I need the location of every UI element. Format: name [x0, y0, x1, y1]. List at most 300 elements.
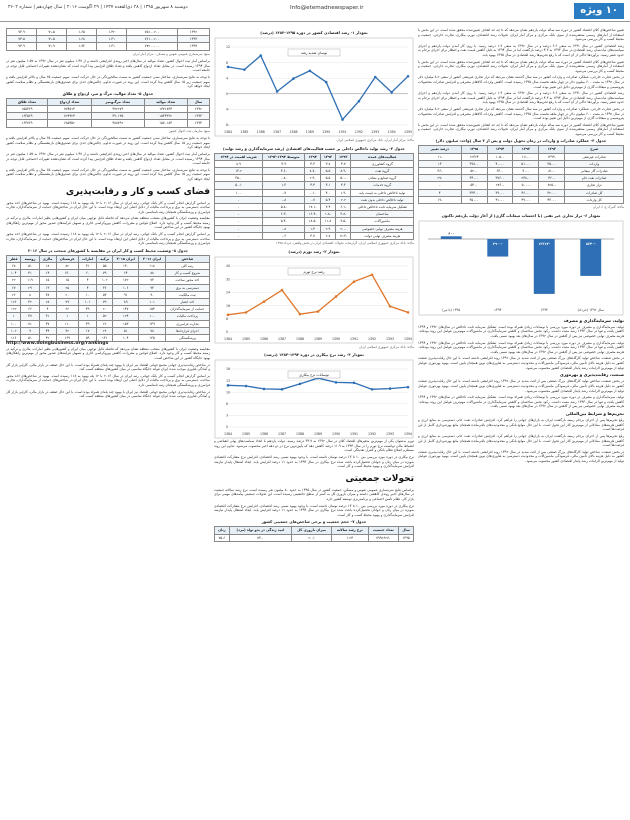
table-cell: کل صادرات: [565, 189, 624, 196]
date-line: دوشنبه ۸ شهریور ۱۳۹۵ | ۲۸ ذی‌القعده ۱۴۳۷ | ۲۹ اگوست ۲۰۱۶ | سال چهاردهم | شماره ۳۶۰۲: [8, 5, 188, 10]
table-cell: -۳.۸: [336, 211, 351, 218]
table-cell: ۲.۲: [336, 196, 351, 203]
table-cell: ۴: [419, 189, 462, 196]
table-cell: ۱.۳۱: [97, 36, 127, 43]
section-title: ویژه: [580, 5, 603, 16]
table-cell: پرداخت مالیات: [165, 313, 209, 320]
table-cell: ۴۷: [21, 313, 39, 320]
table-cell: ۳.۴: [320, 204, 335, 211]
table-cell: گروه صنایع و معادن: [351, 175, 414, 182]
table-row: [215, 225, 414, 232]
population-table: [214, 526, 414, 541]
table-cell: ۷۴.۹: [7, 43, 37, 50]
table-row: [215, 534, 414, 541]
x-tick-label: 1388: [295, 336, 305, 341]
population-indicators-table: [6, 28, 210, 51]
table-cell: ۵۱: [21, 263, 39, 270]
table-cell: -: [215, 218, 263, 225]
table-cell: ۲۹: [21, 284, 39, 291]
table-cell: -۲.۰: [336, 225, 351, 232]
table-header-cell: میزان باروری کل: [292, 527, 332, 534]
table-header-cell: قطر: [7, 255, 21, 262]
chart1-source: مأخذ: مرکز آمار ایران، بانک مرکزی جمهوری اسلامی ایران: [336, 138, 414, 142]
article-paragraph: تعیین شاخص‌های کلان اقتصاد کشور در دوره سه ساله دولت یازدهم نشان می‌دهد که تا چه حد اهداف تعیین‌شده محقق شده است. در این بخش با استفاده از آمارهای رسمی منتشرشده از سوی بانک مرکزی و مرکز آمار ایران، تحولات رشد اقتصادی، تورم، بیکاری، تجارت خارجی، جمعیت و محیط کسب و کار بررسی می‌شود.: [418, 59, 624, 73]
table-cell: ۱۴۷: [113, 306, 139, 313]
table-cell: ۹۱: [113, 291, 139, 298]
chart2-container: [214, 256, 414, 344]
table-cell: تجارت فرامرزی: [165, 320, 209, 327]
x-tick-label: 1392: [367, 432, 377, 437]
table-row: [215, 211, 414, 218]
table-cell: ۴.۳: [305, 160, 320, 167]
y-tick-label: 0: [226, 329, 229, 334]
table-cell: -۲۷۶۰: [487, 182, 513, 189]
table-cell: ۱۵: [56, 277, 78, 284]
table-header-cell: تعداد مرگ‌ومیر: [92, 98, 145, 105]
data-point: [281, 388, 284, 391]
table-row: [215, 189, 414, 196]
business-heading: فضای کسب و کار و رقابت‌پذیری: [65, 186, 210, 197]
table-row: [7, 277, 210, 284]
data-point: [335, 381, 338, 384]
y-tick-label: 6: [226, 402, 229, 407]
bar-value-label: ۶۰۰: [448, 230, 455, 235]
table-cell: -۸.۷: [305, 168, 320, 175]
table-cell: ۱.۶۵: [67, 29, 97, 36]
table-cell: ۲.۰۱: [292, 534, 332, 541]
article-paragraph: مقایسه وضعیت ایران با کشورهای منتخب منطقه نشان می‌دهد که فاصله قابل توجهی میان ایران و کشورهایی نظیر امارات، مالزی و ترکیه در زمینه محیط کسب و کار وجود دارد. اصلاح قوانین و مقررات، کاهش بوروکراسی اداری و تسهیل فرآیندهای صدور مجوز از مهم‌ترین راهکارهای بهبود جایگاه کشور در این شاخص است.: [6, 346, 210, 361]
table-cell: ۱۰۰: [215, 189, 263, 196]
table-cell: ۳۳۴۰۰: [461, 189, 487, 196]
page-header: [0, 0, 630, 22]
chart2-legend: رشد نرخ تورم: [303, 269, 325, 274]
table-header-cell: ۱۳۹۳: [513, 146, 539, 153]
table-cell: -۸۲۵۰: [539, 182, 565, 189]
table-cell: ۸۹: [113, 299, 139, 306]
article-paragraph: تعیین شاخص‌های کلان اقتصاد کشور در دوره سه ساله دولت یازدهم نشان می‌دهد که تا چه حد اهداف تعیین‌شده محقق شده است. در این بخش با استفاده از آمارهای رسمی منتشرشده از سوی بانک مرکزی و مرکز آمار ایران، تحولات رشد اقتصادی، تورم، بیکاری، تجارت خارجی، جمعیت و محیط کسب و کار بررسی می‌شود.: [418, 28, 624, 42]
table-cell: ۱.۴۲: [97, 29, 127, 36]
table-row: [215, 175, 414, 182]
table-cell: -۹.۵: [336, 218, 351, 225]
y-tick-label: 8: [226, 60, 229, 65]
doingbusiness-link[interactable]: http://www.doingbusiness.org/rankings: [6, 341, 109, 347]
article-paragraph: براساس نتایج سرشماری عمومی نفوس و مسکن، جمعیت کشور در سال ۱۳۹۵ به حدود ۸۰ میلیون نفر رسیده است. نرخ رشد سالانه جمعیت در سال‌های اخیر روندی کاهشی داشته و میزان باروری کل به کمتر از سطح جانشینی رسیده است. این تحولات جمعیتی پیامدهای مهمی برای بازار کار، نظام تأمین اجتماعی و برنامه‌ریزی توسعه کشور دارد.: [214, 487, 414, 501]
table-header-cell: امید زندگی در بدو تولد (مرد): [229, 527, 291, 534]
y-tick-label: -8: [226, 123, 230, 128]
table-header-cell: تعداد ازدواج: [47, 98, 91, 105]
table-row: [7, 320, 210, 327]
article-paragraph: بر اساس گزارش انجام کسب و کار بانک جهانی، رتبه ایران در سال ۲۰۱۶ با ۱۲ پله بهبود به ۱۱۸ رسیده است. بهبود در شاخص‌های اخذ مجوز ساخت، دسترسی به برق و پرداخت مالیات از دلایل اصلی این ارتقاء بوده است. با این حال ایران در شاخص‌های حمایت از سرمایه‌گذاران، تجارت فرامرزی و ورشکستگی همچنان رتبه نامناسبی دارد.: [6, 232, 210, 246]
data-point: [292, 77, 295, 80]
table-cell: ۴۱: [21, 270, 39, 277]
table-cell: ۵۴۰۰: [461, 182, 487, 189]
table-cell: ۳۹۰۱۳۵: [92, 113, 145, 120]
table-row: [215, 160, 414, 167]
table-cell: ۷۸: [139, 327, 165, 334]
table-cell: ۴۹: [79, 320, 97, 327]
chart3-container: [214, 359, 414, 439]
website-email[interactable]: Info@etemadnewspaper.ir: [290, 5, 364, 11]
table-cell: ۱۰۱: [139, 299, 165, 306]
data-point: [325, 81, 328, 84]
chart3-title: نمودار ۳- رشد نرخ بیکاری در دوره ۱۳۹۴-۱۳۸۴ (درصد): [264, 352, 364, 358]
x-tick-label: 1391: [349, 336, 359, 341]
data-point: [259, 54, 262, 57]
table-cell: ۱۱.۸: [320, 218, 335, 225]
table-cell: ۱۲۳۶۴: [461, 153, 487, 160]
table-cell: -۱۱: [419, 153, 462, 160]
article-paragraph: بر اساس گزارش انجام کسب و کار بانک جهانی، رتبه ایران در سال ۲۰۱۶ با ۱۲ پله بهبود به ۱۱۸ رسیده است. بهبود در شاخص‌های اخذ مجوز ساخت، دسترسی به برق و پرداخت مالیات از دلایل اصلی این ارتقاء بوده است. با این حال ایران در شاخص‌های حمایت از سرمایه‌گذاران، تجارت فرامرزی و ورشکستگی همچنان رتبه نامناسبی دارد.: [6, 200, 210, 214]
table-cell: ۶۴: [113, 270, 139, 277]
table5-caption: جدول ۵- تعداد موالید، مرگ و میر، ازدواج و طلاق: [62, 90, 154, 96]
table-row: [215, 196, 414, 203]
chart6-caption: نمودار ۶- تراز تجاری غیر نفتی (با احتساب میعانات گازی) از آغاز دولت یازدهم تاکنون: [441, 212, 601, 218]
y-tick-label: 0: [226, 425, 229, 430]
article-paragraph: در بخش تجارت خارجی، عملکرد صادرات و واردات کشور در سه سال گذشته نشان می‌دهد که تراز تجاری غیرنفتی کشور از منفی ۸.۲ میلیارد دلار در سال ۱۳۹۲ به مثبت ۶۰۰ میلیون دلار در چهار ماهه نخست سال ۱۳۹۵ رسیده است. کاهش واردات کالاهای مصرفی و افزایش صادرات محصولات پتروشیمی و میعانات گازی از مهم‌ترین دلایل این تغییر بوده است.: [418, 106, 624, 121]
table-cell: واردات: [565, 160, 624, 167]
x-tick-label: 1386: [259, 432, 269, 437]
table-row: [215, 232, 414, 239]
table-cell: -۵.۰: [336, 175, 351, 182]
table-cell: -۸.۹: [336, 168, 351, 175]
table-header-cell: ۱۳۹۳: [320, 153, 335, 160]
table-cell: ۴۶۰۰: [539, 175, 565, 182]
article-paragraph: نرخ بیکاری در دوره مورد بررسی بین ۱۰ تا ۱۳ درصد نوسان داشته است. با وجود بهبود نسبی رشد اقتصادی، افزایش نرخ مشارکت اقتصادی به‌ویژه در میان زنان و جوانان تحصیل‌کرده باعث شده نرخ بیکاری در سال ۱۳۹۴ به حدود ۱۱ درصد افزایش یابد. ایجاد اشتغال پایدار نیازمند افزایش سرمایه‌گذاری و بهبود محیط کسب و کار است.: [214, 455, 414, 469]
table-header-cell: تعداد جمعیت: [368, 527, 399, 534]
table-cell: -۱۷.۱: [305, 204, 320, 211]
table-cell: ۱۳.۲: [215, 168, 263, 175]
table-cell: ۳۹۸۰۰: [461, 160, 487, 167]
table-cell: ۲۶: [97, 327, 113, 334]
table-cell: ۹۰۰۰: [513, 168, 539, 175]
table-cell: ۱۵۵۳۶۹: [7, 105, 48, 112]
table-cell: ۱۱۰: [56, 320, 78, 327]
x-tick-label: 1387: [277, 432, 287, 437]
table-cell: ۱۳۰: [56, 270, 78, 277]
table-cell: تولید ناخالص داخلی به قیمت پایه: [351, 189, 414, 196]
table-cell: -: [215, 204, 263, 211]
bar: [441, 236, 462, 239]
data-point: [245, 385, 248, 388]
x-tick-label: 1385: [241, 336, 251, 341]
table-cell: ۱.۳: [263, 182, 305, 189]
table-cell: ۲.۹: [320, 225, 335, 232]
table-cell: ۵.۴: [320, 196, 335, 203]
table-cell: تراز تجاری: [565, 182, 624, 189]
table-row: [7, 36, 210, 43]
table-cell: -۶.۱: [336, 204, 351, 211]
table-cell: ۱۰۲: [97, 277, 113, 284]
table-header-cell: متوسط ۱۳۹۴-۱۳۹۲: [263, 153, 305, 160]
table-row: [215, 218, 414, 225]
table-cell: -۱۲.۳: [336, 232, 351, 239]
bar: [534, 239, 555, 294]
y-tick-label: 8: [226, 316, 229, 321]
data-point: [309, 69, 312, 72]
table-cell: ۷۱.۹: [37, 43, 67, 50]
table-header-cell: زنان: [215, 527, 230, 534]
table-cell: ۳۵.۰: [215, 175, 263, 182]
table-cell: ۱۰۰: [7, 320, 21, 327]
table-cell: ۳۲۰۰۰: [539, 189, 565, 196]
table-row: [419, 175, 624, 182]
table-cell: ۷۳.۹: [7, 29, 37, 36]
table-cell: ۱: [79, 313, 97, 320]
data-point: [227, 66, 230, 69]
data-point: [341, 118, 344, 121]
table-cell: ۵۲۰۰: [461, 168, 487, 175]
table-cell: ۱۳۹۹۰: [539, 153, 565, 160]
x-tick-label: 1390: [331, 336, 341, 341]
table-cell: ۱۳۱: [97, 335, 113, 342]
table-cell: ۱۳۹۳: [178, 36, 210, 43]
table-cell: ۴: [79, 284, 97, 291]
table-cell: ۱: [56, 313, 78, 320]
table-cell: تولید ناخالص داخلی بدون نفت: [351, 196, 414, 203]
table-cell: ۰.۸: [263, 196, 305, 203]
table-cell: ۵۱۰۰۰: [513, 160, 539, 167]
table-cell: ۱۱۱۰۰: [513, 153, 539, 160]
table-cell: دسترسی به برق: [165, 284, 209, 291]
table-header-cell: سال: [187, 98, 209, 105]
table-row: [419, 168, 624, 175]
table-cell: ۴۲: [39, 335, 56, 342]
table-cell: ۱۷۲: [113, 277, 139, 284]
table-cell: -۵.۸: [263, 204, 305, 211]
table-cell: ۱۰۱: [79, 299, 97, 306]
table-cell: ۲۵: [56, 284, 78, 291]
table-header-cell: ایران ۲۰۱۶: [139, 255, 165, 262]
bar-value-label: -۸۲۴۰: [585, 241, 596, 246]
y-tick-label: 0: [226, 92, 229, 96]
table4-caption: جدول ۴- عملکرد صادرات و واردات در زمان تحویل دولت و پس از ۳ سال (واحد: میلیون دلار): [435, 138, 607, 144]
table-cell: ۲۶: [7, 291, 21, 298]
table-cell: ۵۱: [113, 327, 139, 334]
table-cell: ۷۹: [97, 299, 113, 306]
table-cell: ۱۳۹۴: [178, 43, 210, 50]
y-tick-label: 4: [226, 76, 229, 81]
table-cell: ۱۳۹۴: [187, 120, 209, 127]
table-header-cell: ۱۳۹۴: [305, 153, 320, 160]
table-cell: ۳۸۸۷۹۲: [92, 120, 145, 127]
table-header-cell: شاخص: [165, 255, 209, 262]
table-cell: ۵۳: [97, 291, 113, 298]
table-header-cell: تعداد موالید: [144, 98, 187, 105]
table-row: [7, 29, 210, 36]
x-tick-label: 1387: [273, 130, 282, 134]
subheading: صنعت، رقابت‌پذیری و بهره‌وری: [559, 372, 624, 378]
category-label: ۱۳۹۵ (تا تیر): [442, 307, 461, 312]
article-paragraph: در شاخص رقابت‌پذیری جهانی مجمع جهانی اقتصاد نیز ایران با بهبود چند پله‌ای همراه بوده است. با این حال ضعف در بازار مالی، کارایی بازار کار و آمادگی فناوری موجب شده ایران نتواند جایگاه مناسبی در میان کشورهای منطقه کسب کند.: [6, 362, 210, 372]
table-cell: اجرای قراردادها: [165, 327, 209, 334]
article-paragraph: در بخش صنعت، شاخص تولید کارگاه‌های بزرگ صنعتی پس از افت شدید در سال ۱۳۹۲ روند افزایشی داشته است. با این حال رقابت‌پذیری صنعت کشور به دلیل هزینه بالای تأمین مالی، فرسودگی ماشین‌آلات و محدودیت دسترسی به فناوری‌های نوین همچنان پایین است. بهبود بهره‌وری عوامل تولید از مهم‌ترین الزامات رشد پایدار اقتصادی کشور محسوب می‌شود.: [418, 379, 624, 393]
table-cell: ۷۳: [139, 277, 165, 284]
table-cell: حمایت از سرمایه‌گذاران: [165, 306, 209, 313]
y-tick-label: 13: [226, 379, 231, 384]
x-tick-label: 1394: [403, 336, 413, 341]
table-cell: ۸۲: [56, 263, 78, 270]
table-cell: ۳.۷: [305, 232, 320, 239]
table-cell: ۱۳: [39, 284, 56, 291]
top-table-source: منبع: سرشماری عمومی نفوس و مسکن - مرکز آمار ایران: [132, 51, 210, 56]
chart2-title: نمودار ۲- رشد تورم (درصد): [288, 248, 340, 254]
data-point: [358, 100, 361, 103]
bar-value-label: -۳۹۰۰: [492, 241, 503, 246]
y-tick-label: 16: [226, 303, 231, 308]
table-cell: ۱۰۴: [113, 335, 139, 342]
table-header-cell: ۱۳۹۵: [461, 146, 487, 153]
x-tick-label: 1391: [349, 432, 359, 437]
article-paragraph: مقایسه وضعیت ایران با کشورهای منتخب منطقه نشان می‌دهد که فاصله قابل توجهی میان ایران و کشورهایی نظیر امارات، مالزی و ترکیه در زمینه محیط کسب و کار وجود دارد. اصلاح قوانین و مقررات، کاهش بوروکراسی اداری و تسهیل فرآیندهای صدور مجوز از مهم‌ترین راهکارهای بهبود جایگاه کشور در این شاخص است.: [6, 216, 210, 230]
article-paragraph: با توجه به نتایج سرشماری، ساختار سنی جمعیت کشور به سمت سالخوردگی در حال حرکت است. سهم جمعیت ۶۵ سال و بالاتر افزایش یافته و سهم جمعیت زیر ۱۵ سال کاهش پیدا کرده است. این روند در صورت تداوم، چالش‌های جدی برای صندوق‌های بازنشستگی و نظام سلامت کشور ایجاد خواهد کرد.: [6, 74, 210, 89]
x-tick-label: 1393: [385, 432, 395, 437]
table-cell: ۱۳۵: [139, 335, 165, 342]
x-tick-label: 1384: [223, 130, 233, 134]
table-cell: -: [419, 182, 462, 189]
table-header-cell: شرح: [565, 146, 624, 153]
table-cell: ۱۰۴: [7, 270, 21, 277]
vital-statistics-table: [6, 98, 210, 128]
table-cell: ۱۱۶: [7, 335, 21, 342]
article-paragraph: رفع تحریم‌ها پس از اجرای برجام زمینه بازگشت ایران به بازارهای جهانی را فراهم کرد. افزایش صادرات نفت خام، دسترسی به منابع ارزی و کاهش هزینه‌های مبادلاتی از مهم‌ترین آثار این تحول است. با این حال موانع بانکی و محدودیت‌های باقی‌مانده همچنان مانع بهره‌برداری کامل از این فرصت‌ها است.: [418, 418, 624, 432]
x-tick-label: 1394: [403, 432, 413, 437]
table-cell: ۱۰۵۰۰: [487, 153, 513, 160]
table-row: [7, 284, 210, 291]
table-cell: ۷۵۱۰۰۲۰۰: [127, 29, 178, 36]
table-cell: ۱۳۹۲: [178, 29, 210, 36]
table-cell: هزینه مصرف نهایی خصوصی: [351, 225, 414, 232]
article-paragraph: تولید، سرمایه‌گذاری و مصرف در دوره مورد بررسی با نوسانات زیادی همراه بوده است. تشکیل سرمایه ثابت ناخالص در سال‌های ۱۳۹۲ و ۱۳۹۴ کاهش یافت و تنها در سال ۱۳۹۳ رشد مثبت داشت. رکود بخش ساختمان و کاهش سرمایه‌گذاری در ماشین‌آلات مهم‌ترین عوامل این روند بوده‌اند. هزینه مصرف نهایی خصوصی نیز پس از کاهش در سال ۱۳۹۲ در سال‌های بعد بهبود نسبی یافت.: [418, 324, 624, 339]
table-cell: -۳۶: [419, 168, 462, 175]
table-cell: ۳۶: [97, 284, 113, 291]
table-cell: ۳۷۲۲۷۹: [92, 105, 145, 112]
table-cell: ۸.۹: [215, 160, 263, 167]
table-cell: ۷۷۴۵۱۳: [47, 105, 91, 112]
table-cell: گروه کشاورزی: [351, 160, 414, 167]
table-cell: صادرات گاز میعانی: [565, 168, 624, 175]
table-cell: ۳۱: [79, 263, 97, 270]
article-paragraph: رشد اقتصادی کشور در سال ۱۳۹۱ به منفی ۶.۶ درصد و در سال ۱۳۹۲ به منفی ۱.۹ درصد رسید. با روی کار آمدن دولت یازدهم و اجرای سیاست‌های ثبات‌ساز، رشد اقتصادی در سال ۱۳۹۳ به ۴.۳ درصد بازگشت اما در سال ۱۳۹۴ به دلیل کاهش قیمت نفت و انتظار برای اجرای برجام به حدود صفر رسید. برآوردها حاکی از آن است که با رفع تحریم‌ها رشد اقتصادی در سال ۱۳۹۵ بهبود یابد.: [418, 43, 624, 57]
data-point: [353, 382, 356, 385]
table-cell: -۶.۳: [263, 211, 305, 218]
table-cell: ۷۵.۶: [215, 534, 230, 541]
table-cell: ۴۶۰۰۰: [513, 189, 539, 196]
table-row: [7, 327, 210, 334]
table-header-cell: سال: [399, 527, 414, 534]
table-cell: ۰.۷: [305, 196, 320, 203]
table-cell: ۴۷: [39, 320, 56, 327]
table-cell: ۱۰۰: [139, 313, 165, 320]
table-cell: ۲۲: [7, 277, 21, 284]
table-header-cell: عربستان: [56, 255, 78, 262]
table-cell: ۵۲: [97, 313, 113, 320]
table-cell: ۴۹: [79, 306, 97, 313]
article-paragraph: بر اساس گزارش انجام کسب و کار بانک جهانی، رتبه ایران در سال ۲۰۱۶ با ۱۲ پله بهبود به ۱۱۸ رسیده است. بهبود در شاخص‌های اخذ مجوز ساخت، دسترسی به برق و پرداخت مالیات از دلایل اصلی این ارتقاء بوده است. با این حال ایران در شاخص‌های حمایت از سرمایه‌گذاران، تجارت فرامرزی و ورشکستگی همچنان رتبه نامناسبی دارد.: [6, 373, 210, 388]
table-header-cell: نرخ رشد سالانه: [332, 527, 369, 534]
table-cell: گروه نفت: [351, 168, 414, 175]
table-cell: -: [215, 232, 263, 239]
y-tick-label: 10: [226, 390, 231, 395]
data-point: [371, 388, 374, 391]
table-header-cell: تعداد طلاق: [7, 98, 48, 105]
table-row: [7, 299, 210, 306]
table-cell: ۱۴: [39, 270, 56, 277]
table-cell: ۱۰۶: [113, 284, 139, 291]
table-cell: ۰.۷: [263, 189, 305, 196]
data-point: [353, 280, 356, 283]
table-cell: ۱۸: [39, 263, 56, 270]
table-cell: ۶۰: [79, 270, 97, 277]
table-row: [7, 105, 210, 112]
table-cell: ۱۵: [39, 277, 56, 284]
table-cell: ۴۱۰۰۰: [487, 196, 513, 203]
table-row: [7, 263, 210, 270]
table-cell: ۹۲: [56, 327, 78, 334]
middle-column: [214, 28, 414, 816]
article-paragraph: رفع تحریم‌ها پس از اجرای برجام زمینه بازگشت ایران به بازارهای جهانی را فراهم کرد. افزایش صادرات نفت خام، دسترسی به منابع ارزی و کاهش هزینه‌های مبادلاتی از مهم‌ترین آثار این تحول است. با این حال موانع بانکی و محدودیت‌های باقی‌مانده همچنان مانع بهره‌برداری کامل از این فرصت‌ها است.: [418, 433, 624, 448]
x-tick-label: 1393: [371, 130, 380, 134]
article-paragraph: تورم به‌عنوان یکی از مهم‌ترین متغیرهای اقتصاد کلان در سال ۱۳۹۲ به ۳۴.۷ درصد رسید. دولت یازدهم با اتخاذ سیاست‌های پولی انقباضی و انضباط مالی توانست نرخ تورم را در سال ۱۳۹۴ به ۱۱.۹ درصد کاهش دهد که پایین‌ترین نرخ در دو دهه اخیر محسوب می‌شود. تداوم این روند مستلزم اصلاح نظام بانکی و کنترل نقدینگی است.: [214, 439, 414, 453]
table-row: [215, 168, 414, 175]
data-point: [371, 273, 374, 276]
table-cell: ۴.۷: [336, 160, 351, 167]
table-cell: ۱۴۷۱۸۳۴: [144, 105, 187, 112]
business-ranking-table: [6, 255, 210, 342]
article-paragraph: با توجه به نتایج سرشماری، ساختار سنی جمعیت کشور به سمت سالخوردگی در حال حرکت است. سهم جمعیت ۶۵ سال و بالاتر افزایش یافته و سهم جمعیت زیر ۱۵ سال کاهش پیدا کرده است. این روند در صورت تداوم، چالش‌های جدی برای صندوق‌های بازنشستگی و نظام سلامت کشور ایجاد خواهد کرد.: [6, 136, 210, 150]
table-row: [7, 120, 210, 127]
right-column: [418, 28, 624, 816]
table-cell: ۳.۱: [320, 182, 335, 189]
table-cell: ورشکستگی: [165, 335, 209, 342]
article-paragraph: در بخش تجارت خارجی، عملکرد صادرات و واردات کشور در سه سال گذشته نشان می‌دهد که تراز تجاری غیرنفتی کشور از منفی ۸.۲ میلیارد دلار در سال ۱۳۹۲ به مثبت ۶۰۰ میلیون دلار در چهار ماهه نخست سال ۱۳۹۵ رسیده است. کاهش واردات کالاهای مصرفی و افزایش صادرات محصولات پتروشیمی و میعانات گازی از مهم‌ترین دلایل این تغییر بوده است.: [418, 75, 624, 89]
data-point: [281, 288, 284, 291]
table-cell: ۵۰.۱: [215, 182, 263, 189]
table-cell: ۷۹: [56, 299, 78, 306]
table-cell: ۶۷: [7, 284, 21, 291]
table-cell: -: [215, 225, 263, 232]
table-cell: ۶.۸: [320, 232, 335, 239]
x-tick-label: 1389: [313, 336, 323, 341]
x-tick-label: 1389: [313, 432, 323, 437]
table-header-cell: ضریب اهمیت در ۱۳۹۴: [215, 153, 263, 160]
data-point: [407, 386, 410, 389]
data-point: [276, 90, 279, 93]
table-cell: -۱۸.۵: [305, 218, 320, 225]
x-tick-label: 1394: [387, 130, 396, 134]
table-cell: ۱۵۴: [139, 306, 165, 313]
article-paragraph: تعیین شاخص‌های کلان اقتصاد کشور در دوره سه ساله دولت یازدهم نشان می‌دهد که تا چه حد اهداف تعیین‌شده محقق شده است. در این بخش با استفاده از آمارهای رسمی منتشرشده از سوی بانک مرکزی و مرکز آمار ایران، تحولات رشد اقتصادی، تورم، بیکاری، تجارت خارجی، جمعیت و محیط کسب و کار بررسی می‌شود.: [418, 122, 624, 136]
x-tick-label: 1390: [322, 130, 331, 134]
table-cell: ۳.۹: [263, 160, 305, 167]
table-cell: ۸۱۰۰: [539, 168, 565, 175]
table-cell: -۵.۴: [263, 218, 305, 225]
table-cell: کل واردات: [565, 196, 624, 203]
table-cell: ۱۶۳۵۶۹: [7, 113, 48, 120]
chart1-legend: نوسان شدید رشد: [300, 51, 328, 55]
table-cell: ۷۲۴۳۲۴: [47, 113, 91, 120]
article-paragraph: رشد اقتصادی کشور در سال ۱۳۹۱ به منفی ۶.۶ درصد و در سال ۱۳۹۲ به منفی ۱.۹ درصد رسید. با روی کار آمدن دولت یازدهم و اجرای سیاست‌های ثبات‌ساز، رشد اقتصادی در سال ۱۳۹۳ به ۴.۳ درصد بازگشت اما در سال ۱۳۹۴ به دلیل کاهش قیمت نفت و انتظار برای اجرای برجام به حدود صفر رسید. برآوردها حاکی از آن است که با رفع تحریم‌ها رشد اقتصادی در سال ۱۳۹۵ بهبود یابد.: [418, 91, 624, 105]
table-cell: ۳.۸: [320, 160, 335, 167]
article-paragraph: در شاخص رقابت‌پذیری جهانی مجمع جهانی اقتصاد نیز ایران با بهبود چند پله‌ای همراه بوده است. با این حال ضعف در بازار مالی، کارایی بازار کار و آمادگی فناوری موجب شده ایران نتواند جایگاه مناسبی در میان کشورهای منطقه کسب کند.: [6, 389, 210, 399]
table-cell: ۷۱.۵: [37, 36, 67, 43]
table-cell: ۶۸: [7, 263, 21, 270]
chart3-legend: نوسانات نرخ بیکاری: [299, 373, 329, 378]
table-cell: صادرات نفت خام: [565, 175, 624, 182]
table-row: [7, 43, 210, 50]
table-cell: ۱۵۳: [113, 320, 139, 327]
table-cell: ۶۲: [97, 320, 113, 327]
subheading: تولید، سرمایه‌گذاری و مصرف: [563, 317, 624, 323]
